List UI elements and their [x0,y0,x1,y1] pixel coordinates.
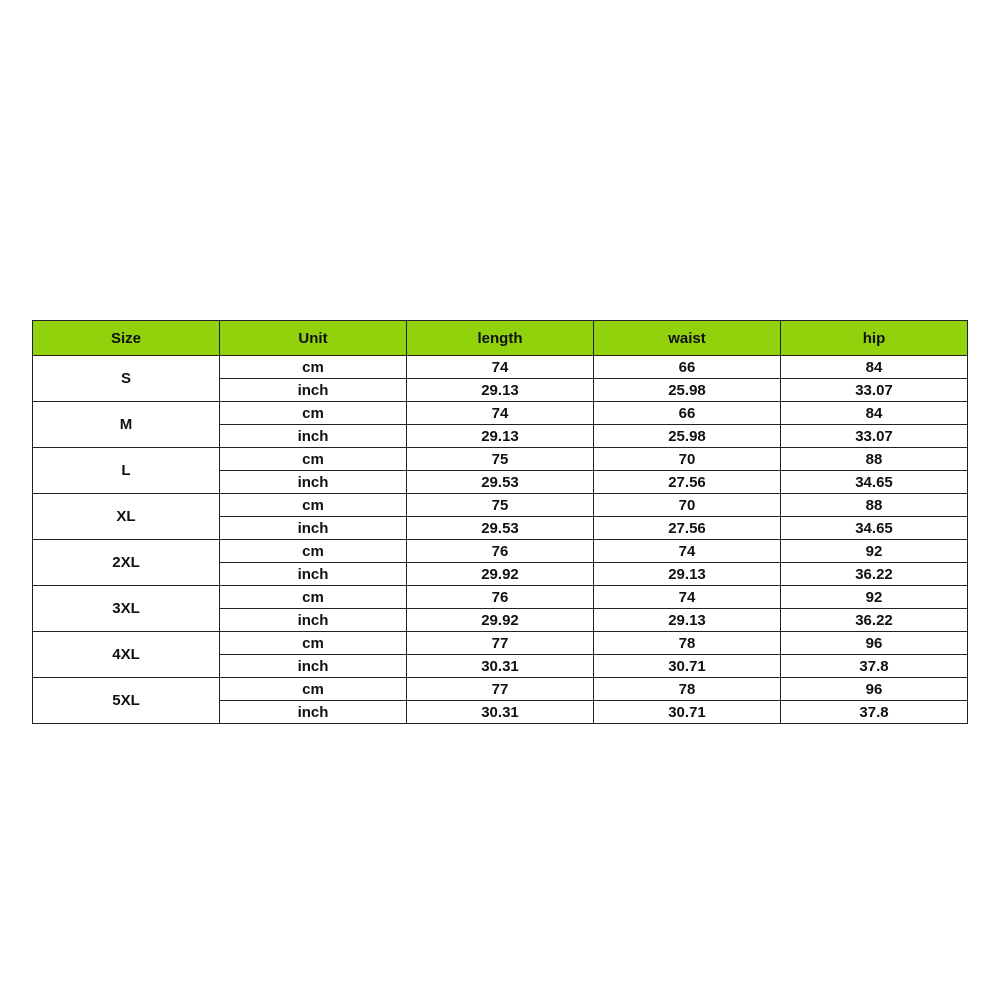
hip-cell: 37.8 [781,701,968,724]
hip-cell: 33.07 [781,379,968,402]
length-cell: 30.31 [407,655,594,678]
unit-cell: cm [220,678,407,701]
unit-cell: cm [220,586,407,609]
table-row [33,494,968,517]
unit-cell: inch [220,609,407,632]
header-hip: hip [781,321,968,356]
length-cell: 76 [407,540,594,563]
hip-cell: 34.65 [781,471,968,494]
length-cell: 29.13 [407,425,594,448]
hip-cell: 84 [781,402,968,425]
size-cell: 4XL [33,632,220,678]
waist-cell: 78 [594,678,781,701]
header-unit: Unit [220,321,407,356]
waist-cell: 30.71 [594,701,781,724]
waist-cell: 66 [594,356,781,379]
unit-cell: cm [220,448,407,471]
unit-cell: inch [220,701,407,724]
table-row [33,678,968,701]
unit-cell: inch [220,517,407,540]
waist-cell: 27.56 [594,517,781,540]
length-cell: 30.31 [407,701,594,724]
unit-cell: cm [220,540,407,563]
hip-cell: 37.8 [781,655,968,678]
length-cell: 75 [407,494,594,517]
table-row [33,402,968,425]
waist-cell: 25.98 [594,379,781,402]
unit-cell: inch [220,425,407,448]
length-cell: 74 [407,402,594,425]
length-cell: 29.13 [407,379,594,402]
hip-cell: 36.22 [781,609,968,632]
waist-cell: 78 [594,632,781,655]
unit-cell: inch [220,655,407,678]
table-row [33,540,968,563]
table-row [33,356,968,379]
hip-cell: 36.22 [781,563,968,586]
hip-cell: 34.65 [781,517,968,540]
hip-cell: 88 [781,494,968,517]
unit-cell: inch [220,563,407,586]
length-cell: 74 [407,356,594,379]
unit-cell: cm [220,494,407,517]
hip-cell: 88 [781,448,968,471]
table-row [33,586,968,609]
unit-cell: inch [220,471,407,494]
length-cell: 29.53 [407,517,594,540]
hip-cell: 96 [781,678,968,701]
waist-cell: 66 [594,402,781,425]
hip-cell: 96 [781,632,968,655]
waist-cell: 74 [594,540,781,563]
size-chart-table [32,320,968,724]
waist-cell: 70 [594,448,781,471]
header-size: Size [33,321,220,356]
waist-cell: 29.13 [594,609,781,632]
size-cell: 3XL [33,586,220,632]
size-cell: M [33,402,220,448]
size-cell: 5XL [33,678,220,724]
waist-cell: 27.56 [594,471,781,494]
unit-cell: inch [220,379,407,402]
length-cell: 76 [407,586,594,609]
waist-cell: 74 [594,586,781,609]
waist-cell: 30.71 [594,655,781,678]
table-row [33,632,968,655]
unit-cell: cm [220,632,407,655]
size-cell: L [33,448,220,494]
waist-cell: 29.13 [594,563,781,586]
length-cell: 77 [407,632,594,655]
waist-cell: 25.98 [594,425,781,448]
size-cell: XL [33,494,220,540]
hip-cell: 84 [781,356,968,379]
hip-cell: 92 [781,586,968,609]
waist-cell: 70 [594,494,781,517]
size-cell: 2XL [33,540,220,586]
header-waist: waist [594,321,781,356]
header-row [33,321,968,356]
unit-cell: cm [220,356,407,379]
length-cell: 77 [407,678,594,701]
size-cell: S [33,356,220,402]
header-length: length [407,321,594,356]
table-row [33,448,968,471]
length-cell: 29.92 [407,609,594,632]
length-cell: 75 [407,448,594,471]
hip-cell: 33.07 [781,425,968,448]
size-chart-body [33,356,968,724]
length-cell: 29.53 [407,471,594,494]
length-cell: 29.92 [407,563,594,586]
hip-cell: 92 [781,540,968,563]
unit-cell: cm [220,402,407,425]
